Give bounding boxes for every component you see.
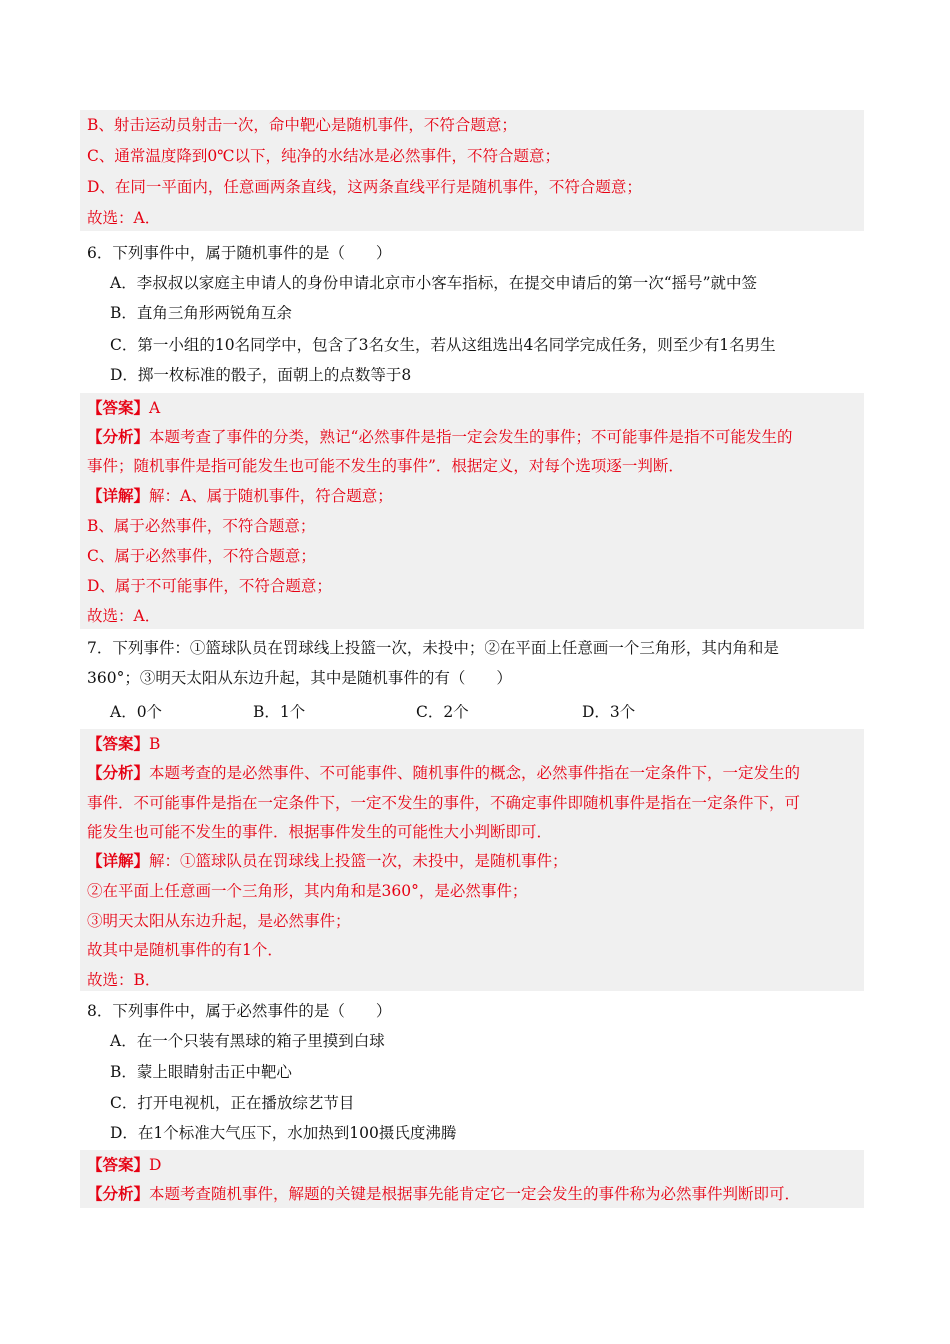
q7-option-d: D．3个 (582, 703, 636, 721)
q5-choice: 故选：A． (87, 209, 161, 227)
q6-stem: 6．下列事件中，属于随机事件的是（ ） (87, 244, 392, 262)
q6-option-c: C．第一小组的10名同学中，包含了3名女生，若从这组选出4名同学完成任务，则至少有1名男生 (110, 336, 776, 354)
q8-analysis-line-1 (87, 1179, 800, 1209)
answer-value: A (149, 399, 161, 417)
q7-stem-line-2: 360°；③明天太阳从东边升起，其中是随机事件的有（ ） (87, 669, 512, 687)
answer-tag: 【答案】 (87, 734, 150, 753)
q5-detail-b: B、射击运动员射击一次，命中靶心是随机事件，不符合题意； (87, 116, 517, 134)
answer-tag: 【答案】 (87, 1155, 150, 1174)
q8-option-a: A．在一个只装有黑球的箱子里摸到白球 (110, 1032, 385, 1050)
q6-detail-b: B、属于必然事件，不符合题意； (87, 517, 316, 535)
q6-option-d: D．掷一枚标准的骰子，面朝上的点数等于8 (110, 366, 412, 384)
analysis-text: 本题考查随机事件，解题的关键是根据事先能肯定它一定会发生的事件称为必然事件判断即可． (149, 1185, 801, 1203)
detail-text: 解：①篮球队员在罚球线上投篮一次，未投中，是随机事件； (149, 852, 568, 870)
analysis-text: 本题考查的是必然事件、不可能事件、随机事件的概念，必然事件指在一定条件下，一定发生的 (149, 764, 801, 782)
q6-analysis-line-2: 事件；随机事件是指可能发生也可能不发生的事件”．根据定义，对每个选项逐一判断． (87, 457, 684, 475)
detail-tag: 【详解】 (87, 851, 150, 870)
q7-answer (87, 729, 160, 759)
q7-analysis-line-2: 事件．不可能事件是指在一定条件下，一定不发生的事件，不确定事件即随机事件是指在一定条件下，可 (87, 794, 801, 812)
q7-stem-line-1: 7．下列事件：①篮球队员在罚球线上投篮一次，未投中；②在平面上任意画一个三角形，其内角和是 (87, 639, 779, 657)
answer-value: B (149, 735, 161, 753)
q7-detail-3: ③明天太阳从东边升起，是必然事件； (87, 912, 351, 930)
q7-option-c: C．2个 (416, 703, 469, 721)
q7-detail-line-1 (87, 846, 568, 876)
q7-options-row (110, 697, 850, 727)
q6-detail-c: C、属于必然事件，不符合题意； (87, 547, 316, 565)
q8-answer (87, 1150, 161, 1180)
answer-value: D (149, 1156, 162, 1174)
q6-detail-d: D、属于不可能事件，不符合题意； (87, 577, 332, 595)
q6-analysis-line-1 (87, 422, 792, 452)
q8-option-d: D．在1个标准大气压下，水加热到100摄氏度沸腾 (110, 1124, 457, 1142)
analysis-tag: 【分析】 (87, 763, 150, 782)
detail-text: 解：A、属于随机事件，符合题意； (149, 487, 393, 505)
q7-option-a: A．0个 (110, 703, 163, 721)
q7-analysis-line-1 (87, 758, 800, 788)
analysis-text: 本题考查了事件的分类，熟记“必然事件是指一定会发生的事件；不可能事件是指不可能发生的 (149, 428, 793, 446)
analysis-tag: 【分析】 (87, 1184, 150, 1203)
q6-option-b: B．直角三角形两锐角互余 (110, 304, 292, 322)
q6-detail-line-1 (87, 481, 393, 511)
q5-detail-d: D、在同一平面内，任意画两条直线，这两条直线平行是随机事件，不符合题意； (87, 178, 642, 196)
q7-choice: 故选：B． (87, 971, 161, 989)
detail-tag: 【详解】 (87, 486, 150, 505)
analysis-tag: 【分析】 (87, 427, 150, 446)
q6-answer (87, 393, 160, 423)
q5-detail-c: C、通常温度降到0℃以下，纯净的水结冰是必然事件，不符合题意； (87, 147, 561, 165)
q8-stem: 8．下列事件中，属于必然事件的是（ ） (87, 1002, 392, 1020)
q7-option-b: B．1个 (253, 703, 306, 721)
q7-detail-2: ②在平面上任意画一个三角形，其内角和是360°，是必然事件； (87, 882, 528, 900)
q7-analysis-line-3: 能发生也可能不发生的事件．根据事件发生的可能性大小判断即可． (87, 823, 553, 841)
answer-tag: 【答案】 (87, 398, 150, 417)
q6-option-a: A．李叔叔以家庭主申请人的身份申请北京市小客车指标，在提交申请后的第一次“摇号”就中签 (110, 274, 758, 292)
q6-choice: 故选：A． (87, 607, 161, 625)
q8-option-b: B．蒙上眼睛射击正中靶心 (110, 1063, 292, 1081)
q7-detail-count: 故其中是随机事件的有1个． (87, 941, 283, 959)
q8-option-c: C．打开电视机，正在播放综艺节目 (110, 1094, 355, 1112)
